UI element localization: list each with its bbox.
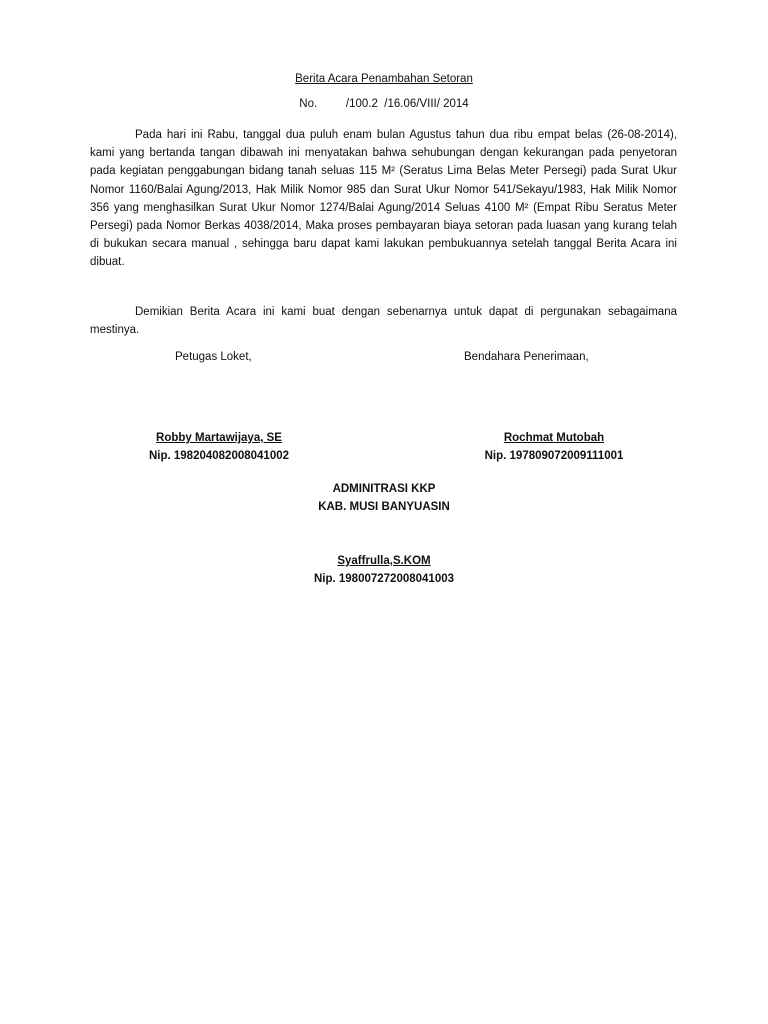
right-signature-block <box>424 430 684 464</box>
right-signatory-nip: Nip. 197809072009111001 <box>484 450 624 462</box>
document-title: Berita Acara Penambahan Setoran <box>295 73 473 85</box>
organization-line-1: ADMINITRASI KKP <box>332 483 436 495</box>
organization-block <box>0 480 768 516</box>
left-signature-block <box>89 430 349 464</box>
final-signatory-nip: Nip. 198007272008041003 <box>313 573 455 585</box>
organization-line-2: KAB. MUSI BANYUASIN <box>318 501 450 513</box>
left-signatory-role: Petugas Loket, <box>175 351 252 363</box>
right-signatory-name: Rochmat Mutobah <box>503 432 605 444</box>
left-signatory-name: Robby Martawijaya, SE <box>156 432 282 444</box>
right-signatory-role: Bendahara Penerimaan, <box>464 351 589 363</box>
final-signature-block <box>0 553 768 587</box>
left-signatory-nip: Nip. 198204082008041002 <box>148 450 290 462</box>
document-number: No. /100.2 /16.06/VIII/ 2014 <box>299 98 469 110</box>
final-signatory-name: Syaffrulla,S.KOM <box>337 555 431 567</box>
body-paragraph-1: Pada hari ini Rabu, tanggal dua puluh enam bulan Agustus tahun dua ribu empat belas (26-08-2014), kami yang bertanda tangan dibawah ini menyatakan bahwa sehubungan dengan kekurangan pada penyetoran pada kegiatan penggabungan bidang tanah seluas 115 M² (Seratus Lima Belas Meter Persegi) pada Surat Ukur Nomor 1160/Balai Agung/2013, Hak Milik Nomor 985 dan Surat Ukur Nomor 541/Sekayu/1983, Hak Milik Nomor 356 yang menghasilkan Surat Ukur Nomor 1274/Balai Agung/2014 Seluas 4100 M² (Empat Ribu Seratus Meter Persegi) pada Nomor Berkas 4038/2014, Maka proses pembayaran biaya setoran pada luasan yang kurang telah di bukukan secara manual , sehingga baru dapat kami lakukan pembukuannya setelah tanggal Berita Acara ini dibuat. <box>90 129 677 269</box>
body-paragraph-2: Demikian Berita Acara ini kami buat dengan sebenarnya untuk dapat di pergunakan sebagaimana mestinya. <box>90 306 677 337</box>
